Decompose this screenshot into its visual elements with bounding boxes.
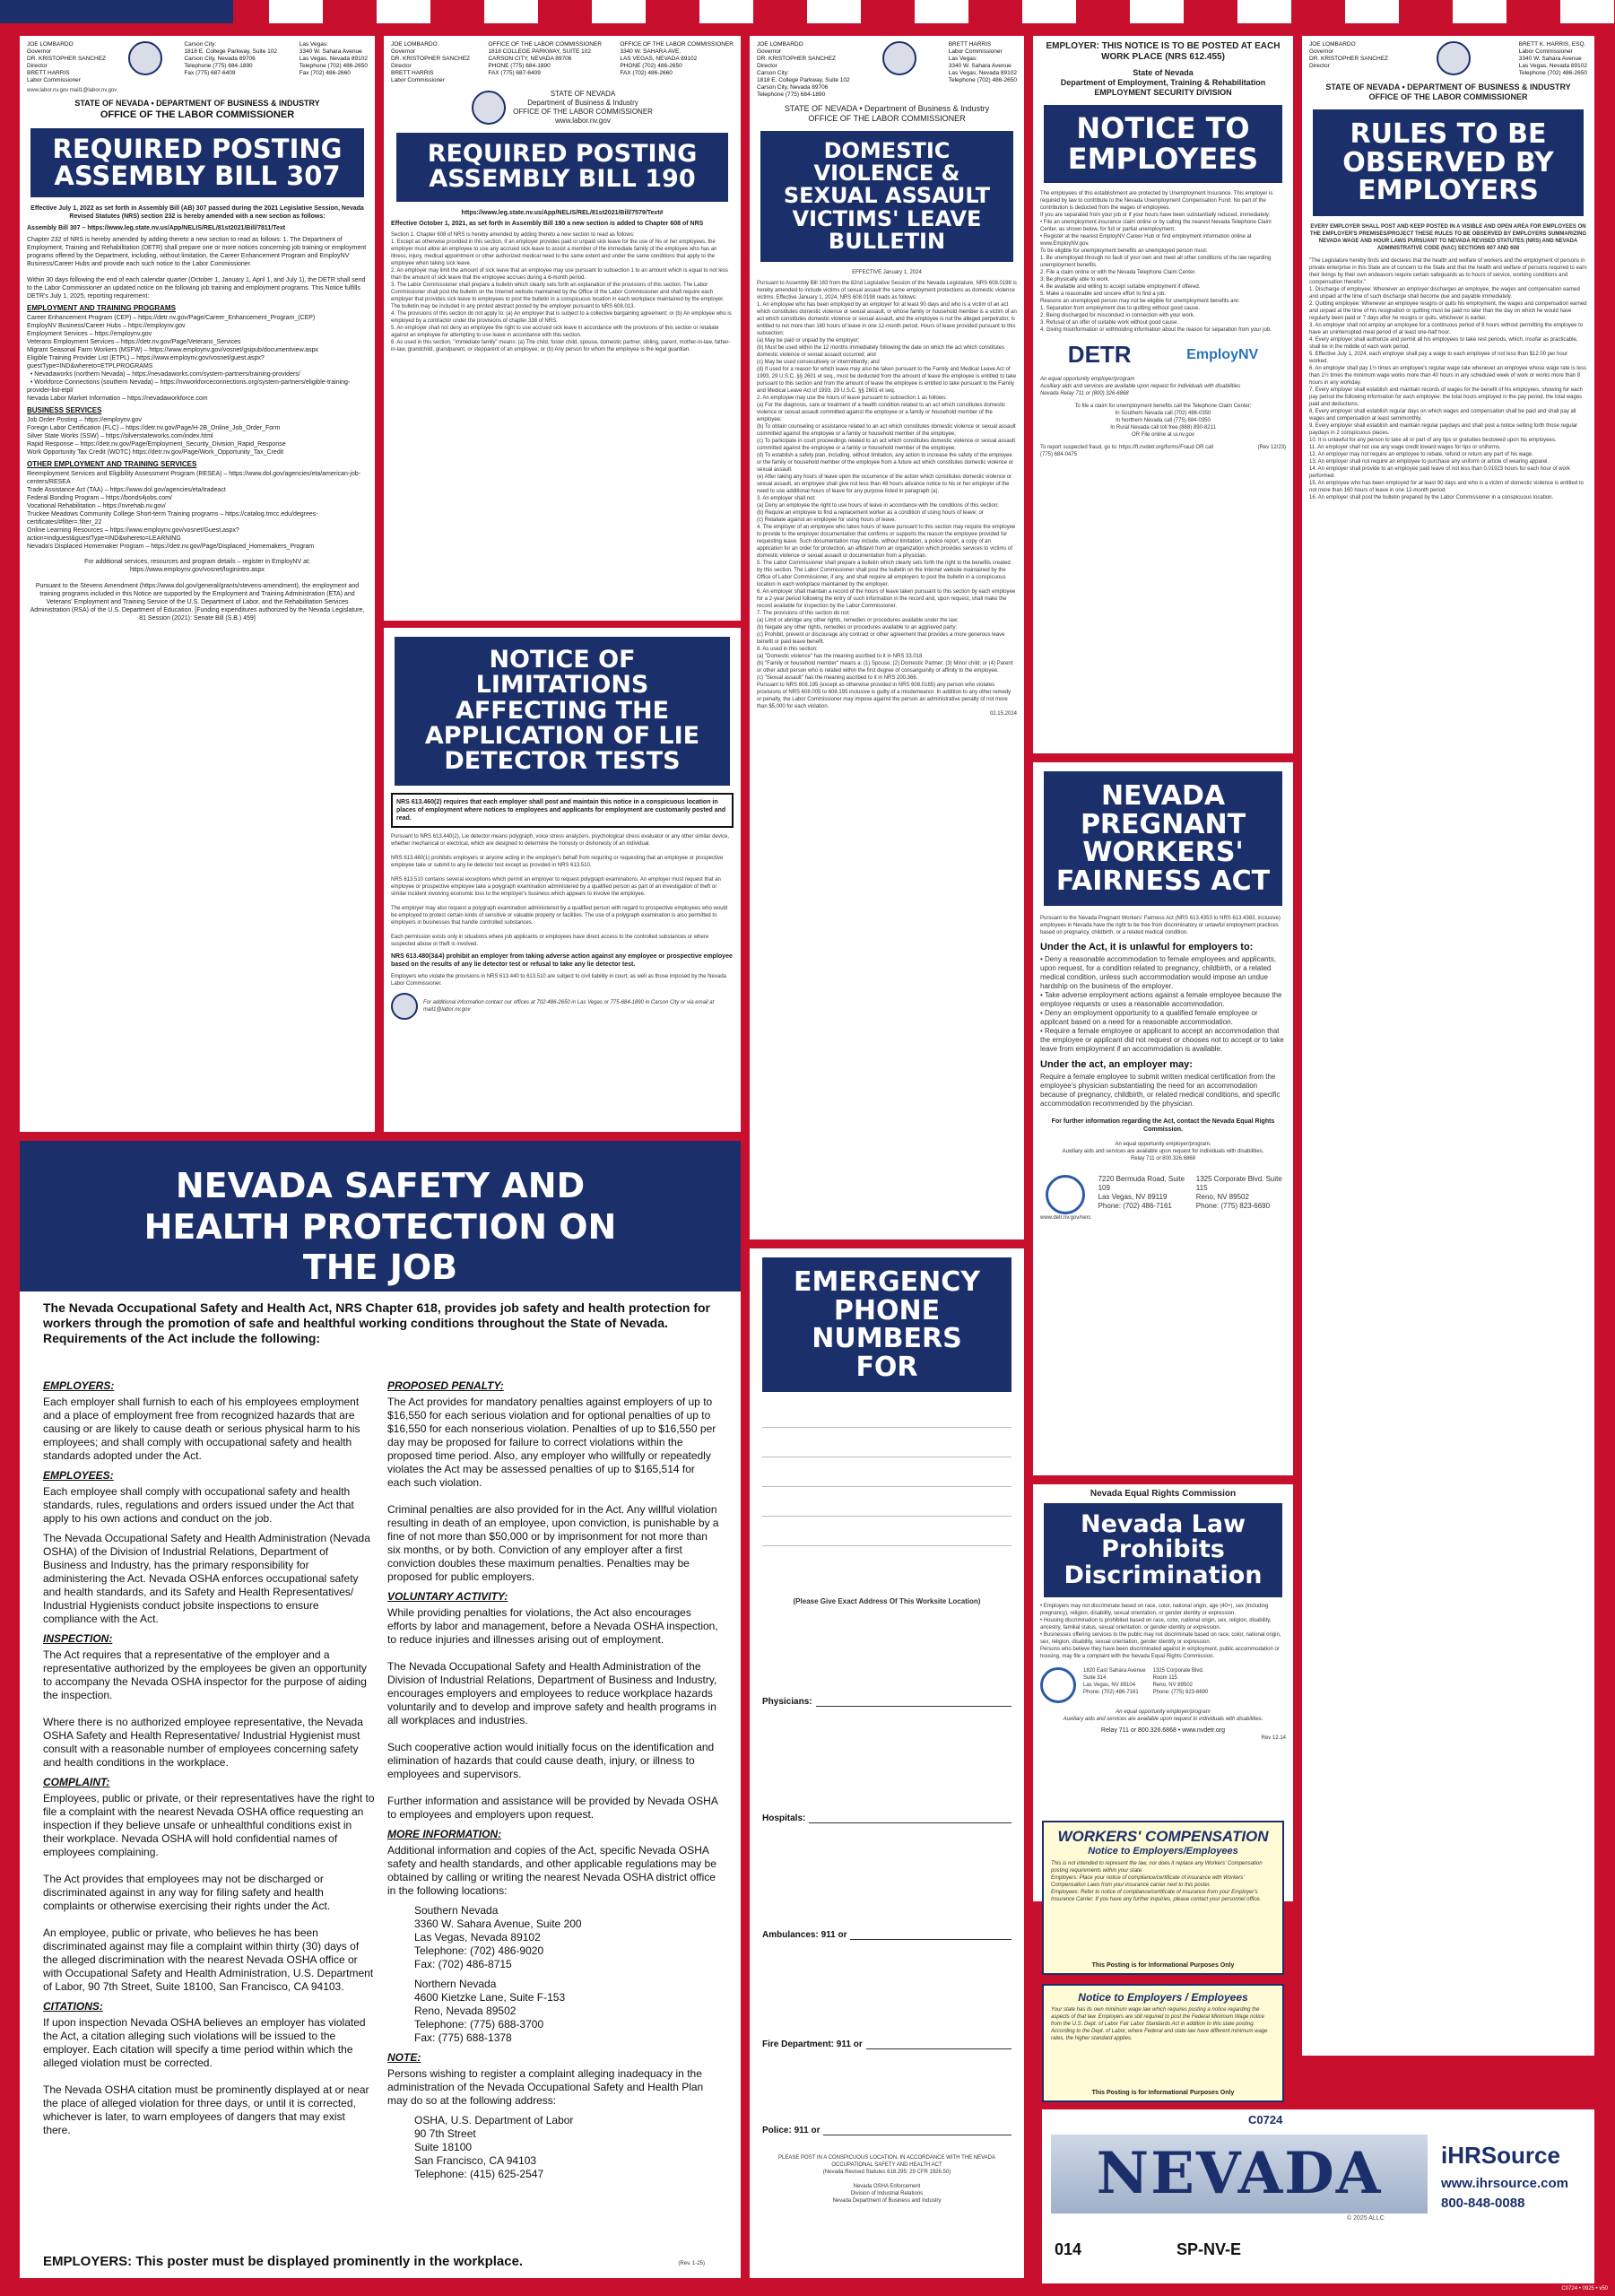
nerc-office-2: 1325 Corporate Blvd. Room 115 Reno, NV 89502 Phone: (775) 823-6690	[1152, 1668, 1209, 1696]
nerc-office-1: 1820 East Sahara Avenue Suite 314 Las Vegas, NV 89104 Phone: (702) 486-7161	[1083, 1668, 1146, 1696]
preg-offices	[1040, 1175, 1286, 1222]
notice-title: Notice to Employers / Employees	[1078, 1991, 1248, 2004]
flag-stars	[0, 0, 233, 23]
panel-ab307	[20, 36, 375, 1132]
nerc-rev: Rev 12.14	[1261, 1735, 1286, 1742]
ambulances-label: Ambulances: 911 or	[762, 1930, 847, 1940]
brand-company: iHRSource	[1441, 2142, 1560, 2169]
osha-voluntary-heading: VOLUNTARY ACTIVITY:	[387, 1590, 508, 1603]
wc-subtitle: Notice to Employers/Employees	[1088, 1846, 1238, 1857]
nerc-title: Nevada Law Prohibits Discrimination	[1044, 1503, 1282, 1597]
nerc-tag: Nevada Equal Rights Commission	[1090, 1489, 1237, 1499]
ab307-header-left: JOE LOMBARDO Governor DR. KRISTOPHER SANCHEZ Director BRETT HARRIS Labor Commissioner	[27, 41, 107, 83]
osha-title: NEVADA SAFETY AND HEALTH PROTECTION ON THE JOB	[20, 1141, 741, 1292]
preg-title: NEVADA PREGNANT WORKERS' FAIRNESS ACT	[1044, 771, 1282, 906]
brand-code: C0724	[1248, 2113, 1283, 2126]
lie-contact-row	[391, 993, 734, 1020]
ab307-section-2: BUSINESS SERVICES	[27, 405, 102, 414]
osha-employees-heading: EMPLOYEES:	[43, 1469, 114, 1482]
notice-body: Your state has its own minimum wage law which requires posting a notice regarding the aspects of that law. Employers are still required to post the Federal Minimum Wage notice from the U.S. Dept. of Labor Fair Labor Standards Act in addition to this state posting. According to the Dept. of Labor, where Federal and state law have different minimum wage rates, the higher standard applies.	[1051, 2007, 1268, 2041]
ab190-intro: Effective October 1, 2021, as set forth in Assembly Bill 190 a new section is added to Chapter 608 of NRS	[391, 220, 704, 227]
osha-south-office: Southern Nevada 3360 W. Sahara Avenue, Suite 200 Las Vegas, Nevada 89102 Telephone: (702) 486-9020 Fax: (702) 486-8715	[414, 1904, 582, 1970]
rules-title: RULES TO BE OBSERVED BY EMPLOYERS	[1313, 109, 1584, 216]
fire-field[interactable]	[762, 2038, 1012, 2049]
osha-right-column	[387, 1374, 721, 2187]
panel-ab190	[384, 36, 741, 621]
osha-federal-office: OSHA, U.S. Department of Labor 90 7th Street Suite 18100 San Francisco, CA 94103 Telephone: (415) 625-2547	[414, 2114, 574, 2180]
nerc-offices	[1040, 1667, 1286, 1703]
ab307-footer: For additional services, resources and program details – register in EmployNV at: https://www.employnv.gov/vosnet/loginintro.aspx Pursuant to the Stevens Amendment (https://www.dol.gov/general/grants/stevens-amendment), the employment and training programs included in this Notice are supported by the Employment and Training Administration (ETA) and Veterans' Employment and Training Service of the U.S. Department of Labor, and the Rehabilitation Services Administration (RSA) of the U.S. Department of Education. [Funding expenditures authorized by the Nevada Legislature, 81 Session (2021): Senate Bill (S.B.) 459]	[30, 558, 365, 622]
nerc-body: • Employers may not discriminate based on race, color, national origin, age (40+), sex (including pregnancy), religion, disability, sexual orientation, or gender identity or expression. • Housing discrimination is prohibited based on race, color, national origin, sex, religion, disability, ancestry, familial status, sexual orientation, or gender identity or expression. • Businesses offering services to the public may not discriminate based on race, color, national origin, sex, religion, disability, sexual orientation, gender identity or expression. Persons who believe they have been discriminated against in employment, public accommodation or housing, may file a complaint with the Nevada Equal Rights Commission.	[1040, 1604, 1281, 1660]
ab190-header-mid: OFFICE OF THE LABOR COMMISSIONER 1818 COLLEGE PARKWAY, SUITE 102 CARSON CITY, NEVADA 89706 PHONE (775) 684-1890 FAX (775) 687-6409	[488, 41, 602, 76]
emp-agency: State of Nevada Department of Employment, Training & Rehabilitation EMPLOYMENT SECURITY DIVISION	[1060, 68, 1266, 97]
panel-notice-to-employees	[1033, 36, 1293, 753]
emp-title: NOTICE TO EMPLOYEES	[1044, 105, 1282, 183]
osha-more-heading: MORE INFORMATION:	[387, 1828, 502, 1840]
preg-may-heading: Under the act, an employer may:	[1040, 1059, 1193, 1070]
lie-title: NOTICE OF LIMITATIONS AFFECTING THE APPLICATION OF LIE DETECTOR TESTS	[395, 637, 730, 786]
dv-title: DOMESTIC VIOLENCE & SEXUAL ASSAULT VICTIMS' LEAVE BULLETIN	[760, 131, 1013, 262]
ab190-body: Section 1. Chapter 608 of NRS is hereby amended by adding thereto a new section to read as follows: 1. Except as otherwise provided in this section, if an employer provides paid or unpaid sick leave for the use of his or her employees, the employer must allow an employee to use any accrued sick leave to assist a member of the immediate family of the employee who has an illness, injury, medical appointment or other authorized medical need to the same extent and under the same conditions that apply to the employee when taking sick leave. 2. An employer may limit the amount of sick leave that an employee may use pursuant to subsection 1 to an amount which is equal to not less than the amount of sick leave that the employee accrues during a 6-month period. 3. The Labor Commissioner shall prepare a bulletin which clearly sets forth an explanation of the provisions of this section. The Labor Commissioner shall post the bulletin on the Internet website maintained by the Office of the Labor Commissioner and shall require each employer that provides sick leave to employees to post the bulletin in a conspicuous location in each workplace maintained by the employer. The bulletin may be included in any printed abstract posted by the employer pursuant to NRS 608.013. 4. The provisions of this section do not apply to: (a) An employer that is subject to a collective bargaining agreement; or (b) An employee who is employed by a contractor under the provisions of chapter 338 of NRS. 5. An employer shall not deny an employee the right to use accrued sick leave in accordance with the provisions of this section or retaliate against an employee for attempting to use leave in accordance with this section. 6. As used in this section, "immediate family" means: (a) The child, foster child, spouse, domestic partner, sibling, parent, mother-in-law, father-in-law, grandchild, grandparent, or stepparent of an employee; or (b) Any person for whom the employee is the legal guardian.	[391, 231, 732, 352]
brand-panel	[1042, 2109, 1594, 2283]
ab307-website: www.labor.nv.gov mail1@labor.nv.gov	[27, 88, 117, 93]
nerc-logo-icon	[1040, 1667, 1076, 1703]
ab307-list-2: Job Order Posting – https://employnv.gov Foreign Labor Certification (FLC) – https://detr.nv.gov/Page/H-2B_Online_Job_Order_Form Silver State Works (SSW) – https://silverstateworks.com/index.html Rapid Response – https://detr.nv.gov/Page/Employment_Security_Division_Rapid_Response Work Opportunity Tax Credit (WOTC) https://detr.nv.gov/Page/Work_Opportunity_Tax_Credit	[27, 416, 286, 456]
osha-left-column	[43, 1374, 375, 2144]
ab307-body: Chapter 232 of NRS is hereby amended by adding thereto a new section to read as follows: 1. The Department of Employment, Training and Rehabilitation (DETR) shall prepare one or more notices concerning job training or employment programs offered by the Department, including, without limitation, the Career Enhancement Program and EmployNV Business/Career Hubs and provide each such notice to the Labor Commissioner. Within 30 days following the end of each calendar quarter (October 1, January 1, April 1, and July 1), the DETR shall send to the Labor Commissioner an updated notice on the following job training and employment programs. This Notice fulfills DETR's July 1, 2025, reporting requirement:	[27, 236, 367, 300]
osha-note: Persons wishing to register a complaint alleging inadequacy in the administration of the Nevada Occupational Safety and Health Plan may do so at the following address:	[387, 2067, 704, 2107]
panel-workers-comp	[1042, 1821, 1284, 1975]
brand-web[interactable]: www.ihrsource.com	[1441, 2176, 1568, 2191]
emp-body: The employees of this establishment are protected by Unemployment Insurance. This employer is required by law to contribute to the Nevada Unemployment Compensation Fund. No part of the contribution is deducted from the wages of employees. If you are separated from your job or if your hours have been substantially reduced, immediately: • File an unemployment insurance claim online or by calling the nearest Nevada Telephone Claim Center, as shown below, for full or partial unemployment. • Register at the nearest EmployNV Career Hub or find employment information online at www.EmployNV.gov. To be eligible for unemployment benefits an unemployed person must: 1. Be unemployed through no fault of your own and meet all other conditions of the law regarding unemployment benefits. 2. File a claim online or with the Nevada Telephone Claim Center. 3. Be physically able to work. 4. Be available and willing to accept suitable employment if offered. 5. Make a reasonable and sincere effort to find a job. Reasons an unemployed person may not be eligible for unemployment benefits are: 1. Separation from employment due to quitting without good cause. 2. Being discharged for misconduct in connection with your work. 3. Refusal of an offer of suitable work without good cause. 4. Giving misinformation or withholding information about the reason for separation from your job.	[1040, 191, 1273, 334]
emp-footer-row	[1040, 444, 1286, 458]
ambulances-field[interactable]	[762, 1928, 1012, 1940]
notice-footer: This Posting is for Informational Purposes Only	[1091, 2090, 1235, 2096]
ab307-list-3: Reemployment Services and Eligibility Assessment Program (RESEA) – https://www.dol.gov/agencies/eta/american-job-centers/RESEA Trade Assistance Act (TAA) – https://www.dol.gov/agencies/eta/tradeact Federal Bonding Program – https://bonds4jobs.com/ Vocational Rehabilitation – https://nvrehab.nv.gov/ Truckee Meadows Community College Short-term Training programs – https://catalog.tmcc.edu/degrees-certificates/#filter=.filter_22 Online Learning Resources – https://www.employnv.gov/vosnet/Guest.aspx?action=indguest&guestType=IND&whereto=LEARNING Nevada's Displaced Homemaker Program – https://detr.nv.gov/Page/Displaced_Homemakers_Program	[27, 470, 360, 550]
police-label: Police: 911 or	[762, 2126, 821, 2135]
ab307-list-1: Career Enhancement Program (CEP) – https://detr.nv.gov/Page/Career_Enhancement_Program_(CEP) EmployNV Business/Career Hubs – https://employnv.gov Employment Services – https://employnv.gov Veterans Employment Services – https://detr.nv.gov/Page/Veterans_Services Migrant Seasonal Farm Workers (MSFW) – https://www.employnv.gov/vosnet/gsipub/documentview.aspx Eligible Training Provider List (ETPL) – https://www.employnv.gov/vosnet/guest.aspx?guestType=IND&whereto=ETPLPROGRAMS • Nevadaworks (northern Nevada) – https://nevadaworks.com/system-partners/training-providers/ • Workforce Connections (southern Nevada) – https://nvworkforceconnections.org/system-partners/eligible-training-provider-list-etpl/ Nevada Labor Market Information – https://nevadaworkforce.com	[27, 314, 351, 402]
osha-rev: (Rev. 1-25)	[678, 2261, 705, 2266]
osha-inspection: The Act requires that a representative of the employer and a representative authorized by the employees be given an opportunity to accompany the Nevada OSHA inspector for the purpose of aiding the inspection. Where there is no authorized employee representative, the Nevada OSHA Safety and Health Representative/ Industrial Hygienist must consult with a reasonable number of employees concerning safety and health conditions in the workplace.	[43, 1648, 367, 1769]
panel-osha	[20, 1141, 741, 2278]
lie-boxed: NRS 613.460(2) requires that each employer shall post and maintain this notice in a conspicuous location in places of employment where notices to employees and applicants for employment are customarily posted and read.	[391, 793, 734, 828]
brand-edge: C0724 • 0925 • v50	[1561, 2286, 1608, 2292]
rules-body: "The Legislature hereby finds and declares that the health and welfare of workers and the employment of persons in private enterprise in this State are of concern to the State and that the health and welfare of persons required to earn their livings by their own endeavors require certain safeguards as to hours of service, working conditions and compensation therefor." 1. Discharge of employee: Whenever an employer discharges an employee, the wages and compensation earned and unpaid at the time of such discharge shall become due and payable immediately. 2. Quitting employee: Whenever an employee resigns or quits his employment, the wages and compensation earned and unpaid at the time of his resignation or quitting must be paid no later than the day on which he would have regularly been paid or 7 days after he resigns or quits, whichever is earlier. 3. An employer shall not employ an employee for a continuous period of 8 hours without permitting the employee to have an uninterrupted meal period of at least one-half hour. 4. Every employer shall authorize and permit all his employees to take rest periods, which, insofar as practicable, shall be in the middle of each work period. 5. Effective July 1, 2024, each employer shall pay a wage to each employee of not less than $12.00 per hour worked. 6. An employer shall pay 1½ times an employee's regular wage rate whenever an employee whose wage rate is less than 1½ times the minimum wage works more than 40 hours in any scheduled week of work or works more than 8 hours in any workday. 7. Every employer shall establish and maintain records of wages for the benefit of his employees, showing for each pay period the following information for each employee: the total hours employed in the pay period, the total wages paid and deductions. 8. Every employer shall establish regular days on which wages and compensation shall be paid and shall pay all wages and compensation at least semimonthly. 9. Every employer shall establish and maintain regular paydays and shall post a notice setting forth those regular paydays in 2 conspicuous places. 10. It is unlawful for any person to take all or part of any tips or gratuities bestowed upon his employees. 11. An employer shall not use any wage credit toward wages for tips or uniforms. 12. An employer may not require an employee to rebate, refund or return any part of his wage. 13. An employer shall not require an employee to purchase any uniform or article of wearing apparel. 14. An employer shall provide to an employee paid leave of not less than 0.01923 hours for each hour of work performed. 15. An employee who has been employed for at least 90 days and who is a victim of domestic violence is entitled to not more than 160 hours of leave in one 12-month period. 16. An employer shall post the bulletin prepared by the Labor Commissioner in a conspicuous location.	[1309, 257, 1587, 500]
ab307-section-1: EMPLOYMENT AND TRAINING PROGRAMS	[27, 303, 176, 312]
osha-complaint: Employees, public or private, or their representatives have the right to file a complaint with the nearest Nevada OSHA office requesting an inspection if they believe unsafe or unhealthful conditions exist in their workplace. Nevada OSHA will hold confidential names of employees complaining. The Act provides that employees may not be discharged or discriminated against in any way for filing safety and health complaints or otherwise exercising their rights under the Act. An employee, public or private, who believes he has been discriminated against may file a complaint within thirty (30) days of the alleged discrimination with the nearest Nevada OSHA office or with Occupational Safety and Health Administration, U.S. Department of Labor, 90 7th Street, Suite 18100, San Francisco, CA 94103.	[43, 1792, 375, 1993]
brand-sku: SP-NV-E	[1177, 2240, 1242, 2258]
emp-rev: (Rev 12/23)	[1257, 445, 1286, 451]
osha-penalty-heading: PROPOSED PENALTY:	[387, 1379, 504, 1392]
dv-body: Pursuant to Assembly Bill 163 from the 82nd Legislative Session of the Nevada Legislature, NRS 608.0198 is hereby amended to include victims of sexual assault the same employment protections as domestic violence victims. Effective January 1, 2024, NRS 608.0198 reads as follows: 1. An employee who has been employed by an employer for at least 90 days and who is a victim of an act which constitutes domestic violence or sexual assault, or whose family or household member is a victim of an act which constitutes domestic violence or sexual assault, and the employee is not the alleged perpetrator, is entitled to not more than 160 hours of leave in one 12-month period. Hours of leave provided pursuant to this subsection: (a) May be paid or unpaid by the employer; (b) Must be used within the 12 months immediately following the date on which the act which constitutes domestic violence or sexual assault occurred; and (c) May be used consecutively or intermittently; and (d) If used for a reason for which leave may also be taken pursuant to the Family and Medical Leave Act of 1993, 29 U.S.C. §§ 2601 et seq., must be deducted from the amount of leave the employee is entitled to take pursuant to this section and from the amount of leave the employee is entitled to take pursuant to the Family and Medical Leave Act of 1993, 29 U.S.C. §§ 2601 et seq. 2. An employee may use the hours of leave pursuant to subsection 1 as follows: (a) For the diagnosis, care or treatment of a health condition related to an act which constitutes domestic violence or sexual assault committed against the employee or a family or household member of the employee; (b) To obtain counseling or assistance related to an act which constitutes domestic violence or sexual assault committed against the employee or a family or household member of the employee; (c) To participate in court proceedings related to an act which constitutes domestic violence or sexual assault committed against the employee or a family or household member of the employee; (d) To establish a safety plan, including, without limitation, any action to increase the safety of the employee or the family or household member of the employee from a future act which constitutes domestic violence or sexual assault. (e) After taking any hours of leave upon the occurrence of the action which constitutes domestic violence or sexual assault, an employee shall give not less than 48 hours advance notice to his or her employer of the need to use additional hours of leave for any purpose listed in paragraph (a). 3. An employer shall not: (a) Deny an employee the right to use hours of leave in accordance with the conditions of this section; (b) Require an employee to find a replacement worker as a condition of using hours of leave; or (c) Retaliate against an employee for using hours of leave. 4. The employer of an employee who takes hours of leave pursuant to this section may require the employee to provide to the employer documentation that confirms or supports the reason the employee provided for requesting leave. Such documentation may include, without limitation, a police report, a copy of an application for an order for protection, an affidavit from an organization which provides services to victims of domestic violence or sexual assault or documentation from a physician. 5. The Labor Commissioner shall prepare a bulletin which clearly sets forth the right to the benefits created by this section. The Labor Commissioner shall post the bulletin on the Internet website maintained by the Office of Labor Commissioner, if any, and shall require all employers to post the bulletin in a conspicuous location in each workplace maintained by the employer. 6. An employer shall maintain a record of the hours of leave taken pursuant to this section by each employee for a 2-year period following the entry of such information in the record and, upon request, shall make the record available for inspection by the Labor Commissioner. 7. The provisions of this section do not: (a) Limit or abridge any other rights, remedies or procedures available under the law; (b) Negate any other rights, remedies or procedures available to an aggrieved party; (c) Prohibit, prevent or discourage any contract or other agreement that provides a more generous leave benefit or paid leave benefit. 8. As used in this section: (a) "Domestic violence" has the meaning ascribed to it in NRS 33.018. (b) "Family or household member" means a: (1) Spouse; (2) Domestic Partner; (3) Minor child; or (4) Parent or other adult person who is related within the first degree of consanguinity or affinity to the employee. (c) "Sexual assault" has the meaning ascribed to it in NRS 200.366. Pursuant to NRS 608.195 (except as otherwise provided in NRS 608.0165) any person who violates provisions of NRS 608.005 to 608.195 inclusive is guilty of a misdemeanor. In addition to any other remedy or penalty, the Labor Commissioner may impose against the person an administrative penalty of not more than $5,000 for each violation.	[757, 280, 1017, 709]
rules-intro: EVERY EMPLOYER SHALL POST AND KEEP POSTED IN A VISIBLE AND OPEN AREA FOR EMPLOYEES ON THE EMPLOYER'S PREMISES/PROJECT THESE RULES TO BE OBSERVED BY EMPLOYERS SUMMARIZING NEVADA WAGE AND HOUR LAWS PURSUANT TO NEVADA REVISED STATUTES (NRS) AND NEVADA ADMINISTRATIVE CODE (NAC) SECTIONS 607 AND 608	[1309, 223, 1587, 251]
hospitals-field[interactable]	[762, 1812, 1012, 1823]
ab307-link[interactable]: Assembly Bill 307 – https://www.leg.state.nv.us/App/NELIS/REL/81st2021/Bill/7811/Text	[27, 224, 286, 231]
lie-tail: Employers who violate the provisions in NRS 613.440 to 613.510 are subject to civil liability in court, as well as those imposed by the Nevada Labor Commissioner.	[391, 973, 726, 987]
osha-voluntary: While providing penalties for violations, the Act also encourages efforts by labor and management, before a Nevada OSHA inspection, to reduce injuries and illnesses arising out of employment. The Nevada Occupational Safety and Health Administration of the Division of Industrial Relations, Department of Business and Industry, encourages employers and employees to reduce workplace hazards voluntarily and to develop and improve safety and health programs in all workplaces and industries. Such cooperative action would initially focus on the identification and elimination of hazards that could cause death, injury, or illness to employees and supervisors. Further information and assistance will be provided by Nevada OSHA to employees and employers upon request.	[387, 1606, 718, 1821]
lie-contact: For additional information contact our offices at 702-486-2650 in Las Vegas or 775-684-1890 in Carson City or via email at mail1@labor.nv.gov	[423, 999, 715, 1013]
ab307-agency-1: STATE OF NEVADA • DEPARTMENT OF BUSINESS & INDUSTRY	[74, 99, 320, 108]
brand-num: 014	[1055, 2240, 1082, 2258]
preg-web: www.detr.nv.gov/nerc	[1040, 1215, 1091, 1221]
rules-header-right: BRETT K. HARRIS, ESQ. Labor Commissioner 3340 W. Sahara Avenue Las Vegas, Nevada 89102 Telephone (702) 486-2650	[1518, 41, 1587, 76]
nerc-logo	[1040, 1175, 1091, 1222]
notice-web: WWW.LABOR.NV.GOV	[1462, 2049, 1519, 2055]
ab190-title: REQUIRED POSTING ASSEMBLY BILL 190	[396, 133, 728, 202]
osha-inspection-heading: INSPECTION:	[43, 1632, 113, 1645]
lie-bold: NRS 613.480(3&4) prohibit an employer from taking adverse action against any employee or prospective employee based on the results of any lie detector test or refusal to take any lie detector test.	[391, 952, 733, 968]
osha-employees: Each employee shall comply with occupational safety and health standards, rules, regulations and orders issued under the Act that apply to his own actions and conduct on the job.	[43, 1485, 354, 1525]
emergency-title: EMERGENCY PHONE NUMBERS FOR	[762, 1257, 1012, 1392]
panel-domestic-violence	[750, 36, 1024, 1239]
rules-header	[1309, 41, 1587, 77]
osha-citations-heading: CITATIONS:	[43, 2000, 103, 2013]
ab190-header	[391, 41, 734, 84]
panel-pregnant-workers	[1033, 762, 1293, 1475]
ab190-agency: STATE OF NEVADA Department of Business & Industry OFFICE OF THE LABOR COMMISSIONER www.labor.nv.gov	[513, 90, 653, 125]
nevada-seal-icon	[882, 41, 916, 75]
ab190-link[interactable]: https://www.leg.state.nv.us/App/NELIS/REL/81st2021/Bill/7579/Text#	[461, 209, 664, 216]
dv-header	[757, 41, 1017, 99]
osha-complaint-heading: COMPLAINT:	[43, 1776, 110, 1788]
preg-office-2: 1325 Corporate Blvd. Suite 115 Reno, NV 89502 Phone: (775) 823-6690	[1195, 1175, 1282, 1210]
wc-body: This is not intended to represent the law, nor does it replace any Workers' Compensation posting requirements within your state. Employers: Place your notice of compliance/certificate of insurance with Workers' Compensation Laws from your insurance carrier next to this poster. Employees: Refer to notice of compliance/certificate of insurance from your Employer's Insurance Carrier. If you have any further inquiries, please contact your personnel office.	[1051, 1861, 1263, 1902]
nevada-seal-icon	[128, 41, 162, 75]
emp-heading: EMPLOYER: THIS NOTICE IS TO BE POSTED AT EACH WORK PLACE (NRS 612.455)	[1046, 41, 1281, 62]
emp-equal: An equal opportunity employer/program Auxiliary aids and services are available upon request for individuals with disabilities Nevada Relay 711 or (800) 326-6868	[1040, 377, 1241, 397]
nerc-equal: An equal opportunity employer/program Auxiliary aids and services are available upon request to individuals with disabilities.	[1063, 1709, 1263, 1723]
brand-copyright: © 2025 ALLC	[1347, 2215, 1385, 2222]
rules-agency: STATE OF NEVADA • DEPARTMENT OF BUSINESS & INDUSTRY OFFICE OF THE LABOR COMMISSIONER	[1325, 83, 1571, 101]
dv-header-right: BRETT HARRIS Labor Commissioner Las Vegas: 3340 W. Sahara Avenue Las Vegas, Nevada 89102 Telephone (702) 486-2650	[948, 41, 1017, 83]
brand-state: NEVADA	[1051, 2135, 1428, 2213]
emergency-footer: PLEASE POST IN A CONSPICUOUS LOCATION, IN ACCORDANCE WITH THE NEVADA OCCUPATIONAL SAFETY AND HEALTH ACT (Nevada Revised Statutes 618.295; 29 CFR 1926.50) Nevada OSHA Enforcement Division of Industrial Relations Nevada Department of Business and Industry	[778, 2155, 995, 2204]
ab190-header-right: OFFICE OF THE LABOR COMMISSIONER 3340 W. SAHARA AVE. LAS VEGAS, NEVADA 89102 PHONE (702) 486-2650 FAX (702) 486-2660	[620, 41, 734, 76]
flag-border	[0, 0, 1615, 23]
lie-body: Pursuant to NRS 613.440(2), Lie detector means polygraph, voice stress analyzers, psychological stress evaluator or any other similar device, whether mechanical or electrical, which are designed to determine the honesty or dishonesty of an individual. NRS 613.480(1) prohibits employers or anyone acting in the employer's behalf from requiring or requesting that an employee or prospective employee take or submit to any lie detector test except as provided in NRS 613.510. NRS 613.510 contains several exceptions which permit an employer to request polygraph examinations. An employer must request that an employee or prospective employee take a polygraph examination administered by a qualified person as part of an investigation of theft or similar incident involving economic loss to the employer's business which appears to involve the employee. The employer may also request a polygraph examination administered by a qualified person with regard to prospective employees who would be employed to protect certain kinds of sensitive or valuable property or facilities. The use of a polygraph examination is also permitted to employers in businesses that handle controlled substances. Each permission exists only in situations where job applicants or employees have direct access to the controlled substances or where suspected abuse or theft is involved.	[391, 833, 730, 947]
emp-claim: To file a claim for unemployment benefits call the Telephone Claim Center: In Southern Nevada call (702) 486-0350 In Northern Nevada call (775) 684-0350 In Rural Nevada call toll free (888) 890-8211 OR File online at ui.nv.gov	[1074, 404, 1252, 439]
emp-logos	[1040, 341, 1286, 369]
osha-employers-heading: EMPLOYERS:	[43, 1379, 115, 1392]
osha-north-office: Northern Nevada 4600 Kietzke Lane, Suite F-153 Reno, Nevada 89502 Telephone: (775) 688-3700 Fax: (775) 688-1378	[414, 1978, 566, 2044]
nevada-seal-icon	[391, 993, 418, 1020]
emergency-address-label: (Please Give Exact Address Of This Worksite Location)	[793, 1597, 981, 1605]
preg-office-1: 7220 Bermuda Road, Suite 109 Las Vegas, NV 89119 Phone: (702) 486-7161	[1098, 1175, 1185, 1210]
osha-citations: If upon inspection Nevada OSHA believes an employer has violated the Act, a citation alleging such violations will be issued to the employer. Each citation will specify a time period within which the alleged violation must be corrected. The Nevada OSHA citation must be prominently displayed at or near the place of alleged violation for three days, or until it is corrected, whichever is later, to warn employees of dangers that may exist there.	[43, 2016, 369, 2136]
ab190-header-left: JOE LOMBARDO Governor DR. KRISTOPHER SANCHEZ Director BRETT HARRIS Labor Commissioner	[391, 41, 471, 83]
emergency-address-lines	[762, 1419, 1012, 1549]
preg-equal: An equal opportunity employer/program. Auxiliary aids and services are available upon request for individuals with disabilities. Relay 711 or 800.326.6868	[1062, 1142, 1264, 1161]
preg-may: Require a female employee to submit written medical certification from the employee's physician substantiating the need for an accommodation because of pregnancy, childbirth, or related medical conditions, and specific accommodation recommended by the physician.	[1040, 1073, 1281, 1108]
rules-header-left: JOE LOMBARDO Governor DR. KRISTOPHER SANCHEZ Director	[1309, 41, 1389, 69]
preg-further: For further information regarding the Act, contact the Nevada Equal Rights Commission.	[1051, 1118, 1275, 1133]
brand-phone: 800-848-0088	[1441, 2196, 1525, 2211]
ab307-title: REQUIRED POSTING ASSEMBLY BILL 307	[30, 128, 364, 197]
dv-header-left: JOE LOMBARDO Governor DR. KRISTOPHER SANCHEZ Director Carson City: 1818 E. College Parkway, Suite 102 Carson City, Nevada 89706 Telephone (775) 684-1890	[757, 41, 850, 98]
detr-logo: DETR	[1067, 341, 1132, 369]
panel-rules	[1302, 36, 1594, 2056]
osha-enforce: The Nevada Occupational Safety and Health Administration (Nevada OSHA) of the Division of Industrial Relations, Department of Business and Industry, has the primary responsibility for administering the Act. Nevada OSHA enforces occupational safety and health standards, and its Safety and Health Representatives/ Industrial Hygienists conduct jobsite inspections to ensure compliance with the Act.	[43, 1532, 370, 1625]
physicians-label: Physicians:	[762, 1697, 812, 1707]
ab307-header-carson: Carson City: 1818 E. College Parkway, Suite 102 Carson City, Nevada 89706 Telephone (775) 684-1890 Fax (775) 687-6409	[184, 41, 278, 76]
ab307-header-vegas: Las Vegas: 3340 W. Sahara Avenue Las Vegas, Nevada 89102 Telephone (702) 486-2650 Fax (702) 486-2660	[299, 41, 368, 76]
nevada-seal-icon	[472, 91, 506, 125]
panel-lie-detector	[384, 628, 741, 1132]
osha-penalty: The Act provides for mandatory penalties against employers of up to $16,550 for each serious violation and for optional penalties of up to $16,550 for each nonserious violation. Penalties of up to $16,550 per day may be proposed for failure to correct violations within the proposed time period. Also, any employer who willfully or repeatedly violates the Act may be assessed penalties of up to $165,514 for each such violation. Criminal penalties are also provided for in the Act. Any willful violation resulting in death of an employee, upon conviction, is punishable by a fine of not more than $50,000 or by imprisonment for not more than six months, or by both. Conviction of any employer after a first conviction doubles these maximum penalties. Penalties may be proposed for public employers.	[387, 1396, 719, 1583]
ab307-agency-2: OFFICE OF THE LABOR COMMISSIONER	[100, 109, 295, 120]
ab307-intro: Effective July 1, 2022 as set forth in Assembly Bill (AB) 307 passed during the 2021 Legislative Session, Nevada Revised Statutes (NRS) section 232 is hereby amended with a new section as follows:	[30, 204, 364, 220]
nevada-seal-icon	[1437, 41, 1471, 75]
preg-unlawful: • Deny a reasonable accommodation to female employees and applicants, upon request, for a condition related to pregnancy, childbirth, or a related medical condition, unless such accommodation would impose an undue hardship on the business of the employer. • Take adverse employment actions against a female employee because the employee requests or uses a reasonable accommodation. • Deny an employment opportunity to a qualified female employee or applicant based on a need for a reasonable accommodation. • Require a female employee or applicant to accept an accommodation that the employee or applicant did not request or chooses not to accept or to take leave from employment if an accommodation is available.	[1040, 955, 1284, 1053]
ab307-header	[27, 41, 368, 84]
fire-label: Fire Department: 911 or	[762, 2039, 863, 2049]
employnv-logo: EmployNV	[1186, 346, 1259, 362]
osha-more: Additional information and copies of the Act, specific Nevada OSHA safety and health standards, and other applicable regulations may be obtained by calling or writing the nearest Nevada OSHA district office in the following locations:	[387, 1844, 716, 1897]
nerc-relay: Relay 711 or 800.326.6868 • www.nvdetr.org	[1100, 1727, 1226, 1735]
osha-intro: The Nevada Occupational Safety and Health Act, NRS Chapter 618, provides job safety and health protection for workers through the promotion of safe and healthful working conditions throughout the State of Nevada. Requirements of the Act include the following:	[43, 1300, 710, 1345]
ab190-agency-row	[391, 90, 734, 126]
panel-emergency	[750, 1248, 1024, 2278]
osha-employers: Each employer shall furnish to each of his employees employment and a place of employment free from recognized hazards that are causing or are likely to cause death or serious physical harm to his employees; and shall comply with occupational safety and health standards adopted under the Act.	[43, 1396, 360, 1462]
hospitals-label: Hospitals:	[762, 1813, 806, 1823]
ab307-section-3: OTHER EMPLOYMENT AND TRAINING SERVICES	[27, 459, 197, 468]
osha-footer: EMPLOYERS: This poster must be displayed prominently in the workplace.	[43, 2254, 524, 2269]
dv-agency: STATE OF NEVADA • Department of Business & Industry OFFICE OF THE LABOR COMMISSIONER	[784, 104, 990, 123]
police-field[interactable]	[762, 2124, 1012, 2135]
wc-title: WORKERS' COMPENSATION	[1057, 1828, 1269, 1845]
wc-footer: This Posting is for Informational Purposes Only	[1091, 1962, 1235, 1969]
dv-date: 02.15.2024	[989, 710, 1017, 717]
emp-fraud: To report suspected fraud, go to: https://ft.nvdetr.org/forms/Fraud OR call (775) 684-0475	[1040, 445, 1214, 458]
dv-effective: EFFECTIVE January 1, 2024	[852, 269, 922, 275]
preg-unlawful-heading: Under the Act, it is unlawful for employers to:	[1040, 942, 1254, 952]
panel-notice-min-wage	[1042, 1984, 1284, 2102]
preg-intro: Pursuant to the Nevada Pregnant Workers' Fairness Act (NRS 613.4353 to NRS 613.4383, inclusive) employees in Nevada have the right to be free from discriminatory or unlawful employment practices based on pregnancy, childbirth, or a related medical condition.	[1040, 916, 1281, 935]
physicians-field[interactable]	[762, 1695, 1012, 1707]
osha-note-heading: NOTE:	[387, 2051, 421, 2064]
